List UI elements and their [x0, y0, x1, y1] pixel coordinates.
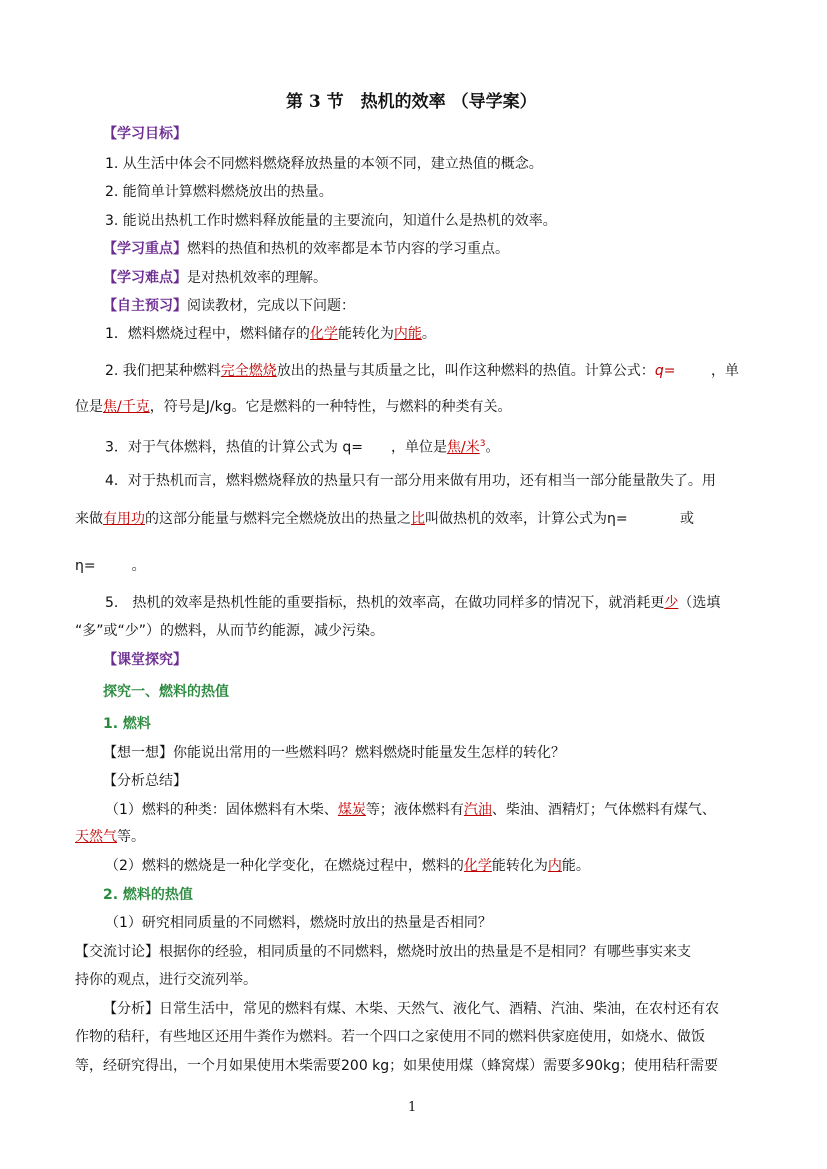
p1-answer-3: 天然气	[75, 829, 117, 845]
p1-text: （1）燃料的种类：固体燃料有木柴、	[105, 802, 338, 818]
preview-heading: 【自主预习】	[103, 298, 187, 314]
q1-text: 1．燃料燃烧过程中，燃料储存的	[105, 326, 310, 342]
key-point-heading: 【学习重点】	[103, 241, 187, 257]
q2-text: 2. 我们把某种燃料	[105, 363, 221, 379]
preview-q4-cont	[75, 509, 628, 529]
q4-or: 或	[680, 511, 694, 527]
p1-text: 、柴油、酒精灯；气体燃料有煤气、	[491, 802, 716, 818]
q1-answer-1: 化学	[309, 326, 338, 342]
fuel-types	[105, 800, 716, 820]
fuel-title: 1. 燃料	[103, 716, 151, 732]
q4-text: 叫做热机的效率，计算公式为η=	[425, 511, 628, 527]
q2-text: 放出的热量与其质量之比，叫作这种燃料的热值。计算公式：	[276, 363, 655, 379]
q4-text: 来做	[75, 511, 103, 527]
heat-value-title: 2. 燃料的热值	[103, 887, 193, 903]
difficulty-text: 是对热机效率的理解。	[187, 270, 327, 286]
difficulty	[103, 268, 327, 288]
q2-answer-1: 完全燃烧	[220, 363, 277, 379]
p2-text: （2）燃料的燃烧是一种化学变化，在燃烧过程中，燃料的	[105, 858, 464, 874]
q4-answer-2: 比	[411, 511, 425, 527]
q1-text: 。	[421, 326, 436, 342]
q3-answer: 焦/米	[446, 439, 480, 456]
discuss-cont: 持你的观点，进行交流列举。	[75, 972, 257, 988]
preview-q1	[105, 324, 436, 344]
q3-text: 。	[485, 439, 500, 456]
p2-text: 能转化为	[491, 858, 548, 874]
preview-q5	[105, 593, 720, 613]
q5-text: 5. 热机的效率是热机性能的重要指标，热机的效率高，在做功同样多的情况下，就消耗更	[105, 595, 665, 611]
q5-answer: 少	[664, 595, 679, 611]
preview	[103, 296, 355, 316]
analysis: 【分析】日常生活中，常见的燃料有煤、木柴、天然气、液化气、酒精、汽油、柴油，在农村还有农	[103, 1001, 719, 1017]
preview-q4: 4．对于热机而言，燃料燃烧释放的热量只有一部分用来做有用功，还有相当一部分能量散失了。用	[105, 473, 716, 489]
key-point	[103, 239, 509, 259]
preview-intro: 阅读教材，完成以下问题：	[187, 298, 355, 314]
q2-tail: ，单	[711, 363, 739, 379]
p1-text: 等。	[117, 829, 145, 845]
q5-text: （选填	[678, 595, 721, 611]
p1-answer-2: 汽油	[463, 802, 492, 818]
p2-answer-2: 内	[547, 858, 562, 874]
q4-text: η=	[75, 558, 96, 574]
preview-q4-formula2	[75, 556, 146, 576]
q2-answer-2: 焦/千克	[103, 399, 150, 415]
q4-text: 的这部分能量与燃料完全燃烧放出的热量之	[145, 511, 411, 527]
p1-answer-1: 煤炭	[337, 802, 366, 818]
q1-text: 能转化为	[337, 326, 394, 342]
p1-text: 等；液体燃料有	[365, 802, 464, 818]
analysis-cont: 等，经研究得出，一个月如果使用木柴需要200 kg；如果使用煤（蜂窝煤）需要多90kg；使用秸秆需要	[75, 1058, 718, 1074]
preview-q2	[105, 361, 675, 381]
p2-answer-1: 化学	[463, 858, 492, 874]
page-number: 1	[408, 1100, 417, 1115]
q1-answer-2: 内能	[393, 326, 422, 342]
preview-q2-cont	[75, 397, 512, 417]
q4-answer-1: 有用功	[103, 511, 145, 527]
objectives-heading: 【学习目标】	[103, 126, 187, 142]
analysis-cont: 作物的秸秆，有些地区还用牛粪作为燃料。若一个四口之家使用不同的燃料供家庭使用，如烧水、做饭	[75, 1029, 705, 1045]
q2-text: ，符号是J/kg。它是燃料的一种特性，与燃料的种类有关。	[149, 399, 512, 415]
summary-heading: 【分析总结】	[103, 773, 187, 789]
q2-formula: q=	[654, 363, 676, 379]
p2-text: 能。	[561, 858, 590, 874]
research-question: （1）研究相同质量的不同燃料，燃烧时放出的热量是否相同？	[105, 915, 492, 931]
fuel-burning	[105, 856, 590, 876]
key-point-text: 燃料的热值和热机的效率都是本节内容的学习重点。	[187, 241, 509, 257]
difficulty-heading: 【学习难点】	[103, 270, 187, 286]
preview-q3	[105, 434, 499, 458]
q3-text: 3．对于气体燃料，热值的计算公式为 q= ，单位是	[105, 439, 447, 456]
think: 【想一想】你能说出常用的一些燃料吗？燃料燃烧时能量发生怎样的转化？	[103, 745, 565, 761]
objective-item: 2. 能简单计算燃料燃烧放出的热量。	[105, 184, 333, 200]
q4-text: 。	[131, 558, 146, 574]
objective-item: 3. 能说出热机工作时燃料释放能量的主要流向，知道什么是热机的效率。	[105, 213, 557, 229]
discuss: 【交流讨论】根据你的经验，相同质量的不同燃料，燃烧时放出的热量是不是相同？有哪些事实来支	[75, 944, 691, 960]
q3-superscript: 3	[479, 439, 486, 449]
preview-q5-cont: “多”或“少”）的燃料，从而节约能源，减少污染。	[75, 623, 385, 639]
explore-sub1: 探究一、燃料的热值	[103, 684, 229, 700]
q2-text: 位是	[75, 399, 103, 415]
page-title: 第 3 节 热机的效率 （导学案）	[286, 92, 537, 112]
fuel-types-cont	[75, 827, 145, 847]
explore-heading: 【课堂探究】	[103, 652, 187, 668]
objective-item: 1. 从生活中体会不同燃料燃烧释放热量的本领不同，建立热值的概念。	[105, 156, 543, 172]
